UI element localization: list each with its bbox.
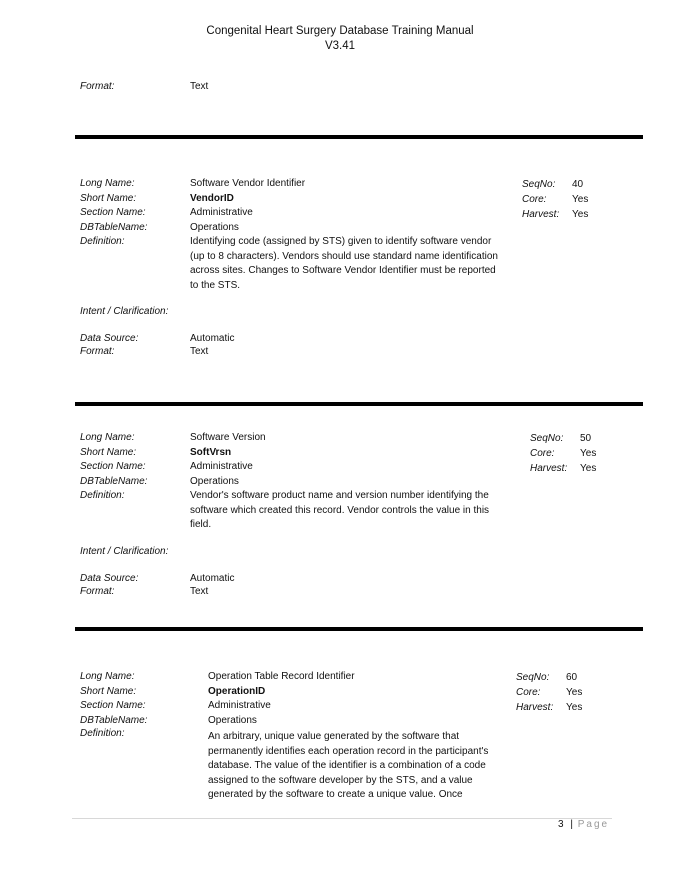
definition-text (190, 235, 498, 293)
dbtable-name-value: Operations (190, 475, 239, 487)
short-name-value: VendorID (190, 192, 234, 204)
format-label: Format: (80, 81, 115, 92)
harvest-label: Harvest: (530, 463, 568, 474)
intent-label: Intent / Clarification: (80, 546, 169, 557)
dbtable-name-value: Operations (190, 221, 239, 233)
seqno-label: SeqNo: (530, 433, 564, 444)
document-title: Congenital Heart Surgery Database Training Manual (206, 25, 474, 37)
short-name-value: OperationID (208, 685, 266, 697)
seqno-value: 60 (566, 672, 578, 683)
section-divider (75, 135, 643, 139)
document-version: V3.41 (324, 40, 356, 52)
data-source-value: Automatic (190, 333, 235, 344)
long-name-value: Software Vendor Identifier (190, 178, 306, 189)
format-label: Format: (80, 586, 115, 597)
definition-line: permanently identifies each operation record in the participant's (208, 745, 489, 757)
definition-line: assigned to the software developer by the STS, and a value (208, 774, 473, 786)
long-name-label: Long Name: (80, 671, 135, 682)
harvest-value: Yes (572, 209, 589, 220)
data-source-label: Data Source: (80, 333, 139, 344)
data-source-value: Automatic (190, 573, 235, 584)
definition-line: Vendor's software product name and version number identifying the (190, 490, 489, 501)
definition-line: field. (190, 519, 212, 530)
harvest-label: Harvest: (516, 702, 554, 713)
seqno-label: SeqNo: (516, 672, 550, 683)
format-label: Format: (80, 346, 115, 357)
definition-line: Identifying code (assigned by STS) given to identify software vendor (190, 236, 492, 247)
section-name-value: Administrative (208, 700, 271, 711)
footer-separator: | (570, 819, 573, 830)
core-label: Core: (516, 687, 541, 698)
section-name-label: Section Name: (80, 207, 146, 218)
core-value: Yes (566, 687, 583, 698)
definition-text (208, 730, 488, 803)
core-value: Yes (580, 448, 597, 459)
harvest-label: Harvest: (522, 209, 560, 220)
definition-line: across sites. Changes to Software Vendor Identifier must be reported (190, 265, 496, 276)
section-name-label: Section Name: (80, 461, 146, 472)
core-label: Core: (522, 194, 547, 205)
dbtable-name-value: Operations (208, 714, 257, 726)
section-divider (75, 627, 643, 631)
definition-line: generated by the software to create a unique value. Once (208, 789, 463, 800)
dbtable-name-label: DBTableName: (80, 714, 148, 726)
section-name-value: Administrative (190, 207, 253, 218)
section-name-label: Section Name: (80, 700, 146, 711)
core-value: Yes (572, 194, 589, 205)
dbtable-name-label: DBTableName: (80, 221, 148, 233)
page-number: 3 (558, 819, 564, 830)
definition-line: to the STS. (190, 279, 241, 291)
definition-label: Definition: (80, 236, 125, 247)
long-name-label: Long Name: (80, 178, 135, 189)
long-name-value: Operation Table Record Identifier (208, 671, 355, 682)
harvest-value: Yes (566, 702, 583, 713)
long-name-label: Long Name: (80, 432, 135, 443)
section-name-value: Administrative (190, 461, 253, 472)
definition-label: Definition: (80, 490, 125, 501)
core-label: Core: (530, 448, 555, 459)
data-source-label: Data Source: (80, 573, 139, 584)
footer-divider (72, 818, 612, 819)
intent-label: Intent / Clarification: (80, 306, 169, 317)
seqno-value: 40 (572, 179, 584, 190)
page-footer (558, 819, 609, 831)
short-name-label: Short Name: (80, 192, 137, 204)
page-word: Page (577, 819, 610, 830)
definition-line: database. The value of the identifier is a combination of a code (208, 760, 486, 771)
short-name-label: Short Name: (80, 446, 137, 458)
format-value: Text (190, 346, 209, 357)
short-name-value: SoftVrsn (190, 446, 232, 458)
seqno-value: 50 (580, 433, 592, 444)
definition-label: Definition: (80, 728, 125, 739)
definition-line: software which created this record. Vendor controls the value in this (190, 504, 490, 516)
seqno-label: SeqNo: (522, 179, 556, 190)
format-value: Text (190, 586, 209, 597)
dbtable-name-label: DBTableName: (80, 475, 148, 487)
long-name-value: Software Version (190, 432, 266, 443)
definition-line: An arbitrary, unique value generated by the software that (208, 731, 460, 742)
short-name-label: Short Name: (80, 685, 137, 697)
section-divider (75, 402, 643, 406)
definition-text (190, 489, 489, 533)
harvest-value: Yes (580, 463, 597, 474)
definition-line: (up to 8 characters). Vendors should use standard name identification (190, 250, 498, 262)
format-value: Text (190, 81, 209, 92)
